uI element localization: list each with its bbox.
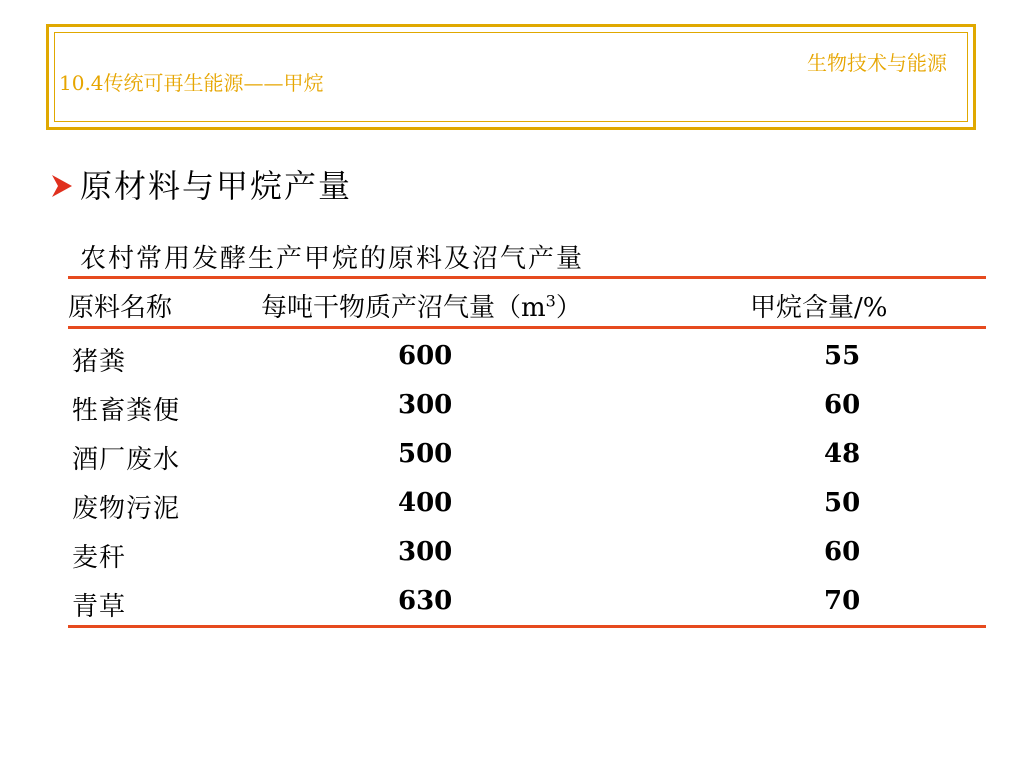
cell-methane-content: 48 bbox=[824, 439, 861, 469]
cell-methane-content: 55 bbox=[824, 341, 861, 371]
table-caption: 农村常用发酵生产甲烷的原料及沼气产量 bbox=[80, 244, 585, 274]
cell-methane-content: 60 bbox=[824, 390, 861, 420]
cell-biogas-yield: 300 bbox=[398, 390, 453, 420]
cell-biogas-yield: 500 bbox=[398, 439, 453, 469]
table-row bbox=[68, 529, 986, 578]
header-biogas-yield-suffix: ） bbox=[555, 293, 582, 323]
table-body bbox=[68, 333, 986, 627]
bullet-heading bbox=[50, 166, 352, 206]
arrow-bullet-icon bbox=[50, 173, 74, 199]
cell-methane-content: 70 bbox=[824, 586, 861, 616]
cell-material-name: 牲畜粪便 bbox=[72, 396, 181, 426]
table-row bbox=[68, 382, 986, 431]
cell-material-name: 猪粪 bbox=[72, 347, 127, 377]
header-material-name: 原料名称 bbox=[68, 293, 173, 323]
table-bottom-rule bbox=[68, 625, 986, 628]
cell-material-name: 麦秆 bbox=[72, 543, 127, 573]
table-header bbox=[68, 281, 986, 325]
cell-biogas-yield: 400 bbox=[398, 488, 453, 518]
cell-methane-content: 50 bbox=[824, 488, 861, 518]
cell-methane-content: 60 bbox=[824, 537, 861, 567]
table-row bbox=[68, 480, 986, 529]
section-title: 10.4传统可再生能源——甲烷 bbox=[59, 71, 324, 95]
header-biogas-yield bbox=[261, 287, 582, 324]
header-methane-content: 甲烷含量/% bbox=[750, 293, 888, 323]
table-top-rule bbox=[68, 276, 986, 279]
cell-biogas-yield: 600 bbox=[398, 341, 453, 371]
table-row bbox=[68, 333, 986, 382]
table-row bbox=[68, 431, 986, 480]
header-frame bbox=[46, 24, 976, 130]
header-biogas-yield-prefix: 每吨干物质产沼气量（m bbox=[261, 293, 546, 323]
course-title: 生物技术与能源 bbox=[807, 51, 947, 75]
header-biogas-yield-sup: 3 bbox=[545, 291, 556, 311]
cell-material-name: 青草 bbox=[72, 592, 127, 622]
cell-biogas-yield: 300 bbox=[398, 537, 453, 567]
table-header-rule bbox=[68, 326, 986, 329]
cell-biogas-yield: 630 bbox=[398, 586, 453, 616]
cell-material-name: 废物污泥 bbox=[72, 494, 181, 524]
table-row bbox=[68, 578, 986, 627]
bullet-heading-text: 原材料与甲烷产量 bbox=[80, 167, 353, 205]
cell-material-name: 酒厂废水 bbox=[72, 445, 181, 475]
